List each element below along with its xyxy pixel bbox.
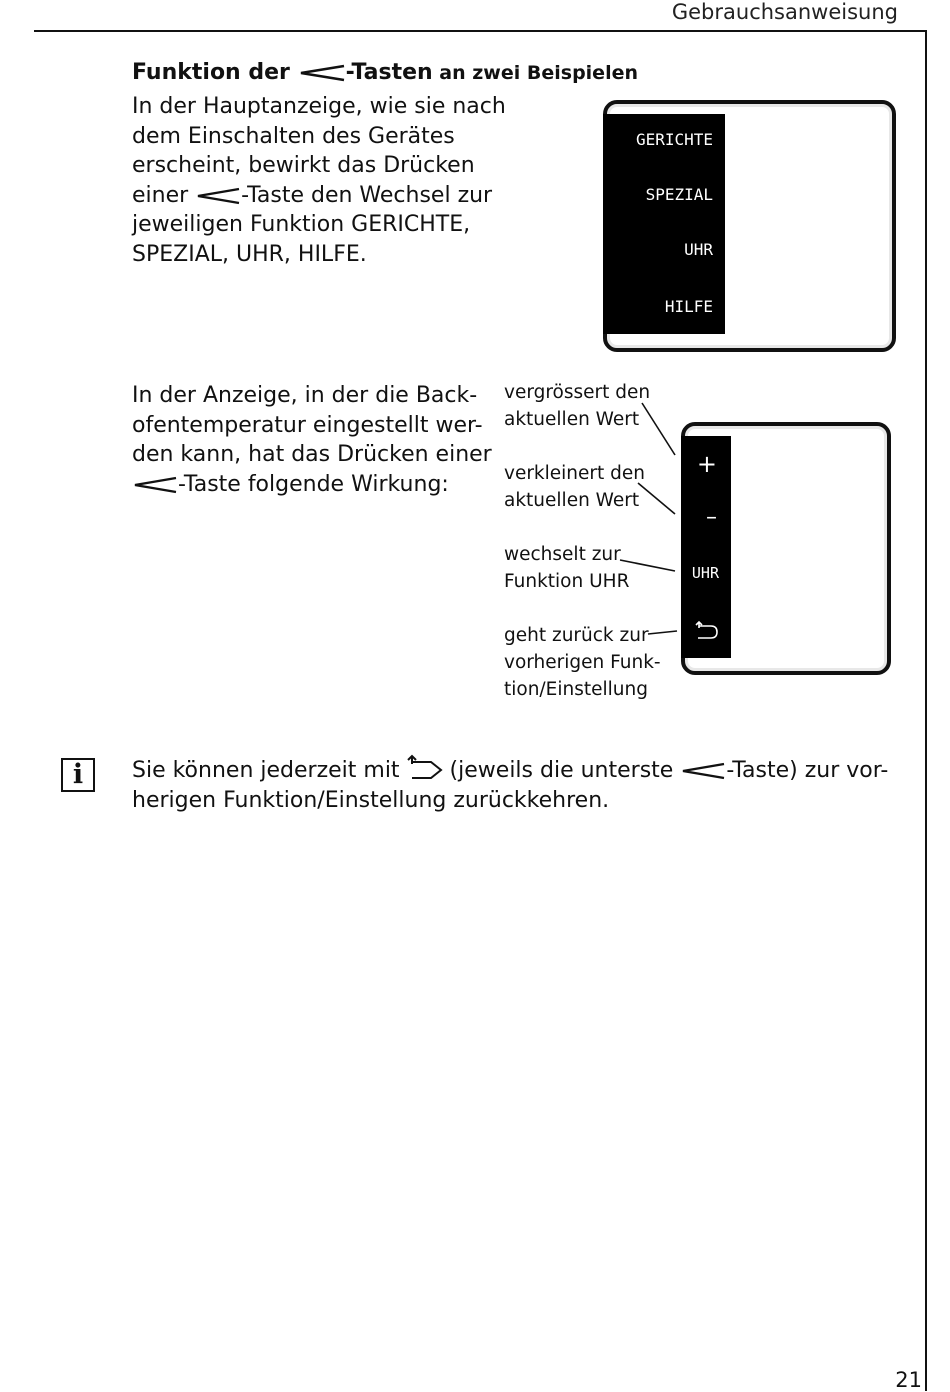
- display-item-uhr: UHR: [684, 240, 713, 259]
- heading-suffix: -Tasten: [345, 60, 433, 85]
- callout-line: vergrössert den: [504, 382, 651, 403]
- callout-line: Funktion UHR: [504, 571, 630, 592]
- temperature-display-panel: [681, 422, 891, 675]
- display-item-gerichte: GERICHTE: [635, 130, 713, 149]
- leader-line-increase: [642, 403, 675, 455]
- text-line: In der Anzeige, in der die Back-: [132, 383, 478, 408]
- back-arrow-icon: [407, 758, 443, 783]
- info-icon: i: [61, 758, 95, 792]
- callout-line: wechselt zur: [504, 544, 621, 565]
- key-button-1-icon[interactable]: [809, 448, 861, 474]
- page-header-title: Gebrauchsanweisung: [671, 0, 898, 24]
- minus-symbol: –: [706, 505, 717, 530]
- text-fragment: einer: [132, 182, 196, 208]
- key-button-4-icon[interactable]: [809, 620, 861, 646]
- key-button-2-icon[interactable]: [809, 505, 861, 531]
- info-line-2: herigen Funktion/Einstellung zurückkehren.: [132, 787, 610, 813]
- callout-line: aktuellen Wert: [504, 490, 640, 511]
- display-screen: [681, 436, 731, 658]
- key-button-3-icon[interactable]: [809, 563, 861, 589]
- text-line: In der Hauptanzeige, wie sie nach: [132, 94, 506, 119]
- leader-line-back: [648, 631, 677, 634]
- text-line: den kann, hat das Drücken einer: [132, 442, 492, 467]
- page-number: 21: [895, 1368, 922, 1392]
- text-line: erscheint, bewirkt das Drücken: [132, 153, 475, 178]
- text-line: dem Einschalten des Gerätes: [132, 123, 455, 149]
- callout-line: geht zurück zur: [504, 625, 649, 646]
- callout-line: aktuellen Wert: [504, 409, 640, 430]
- heading-prefix: Funktion der: [132, 60, 298, 85]
- info-line-1: [132, 753, 902, 786]
- text-line: ofentemperatur eingestellt wer-: [132, 412, 483, 438]
- text-fragment: Sie können jederzeit mit: [132, 758, 407, 783]
- callout-line: vorherigen Funk-: [504, 652, 661, 673]
- plus-symbol: +: [696, 450, 717, 478]
- text-line: SPEZIAL, UHR, HILFE.: [132, 241, 367, 267]
- leader-line-clock: [620, 560, 675, 571]
- key-symbol-icon: [680, 758, 726, 783]
- text-line: jeweiligen Funktion GERICHTE,: [132, 212, 471, 237]
- heading-subtitle: an zwei Beispielen: [432, 62, 638, 84]
- text-fragment: -Taste folgende Wirkung:: [178, 471, 449, 497]
- text-fragment: -Taste) zur vor-: [726, 758, 889, 783]
- display-item-hilfe: HILFE: [664, 297, 713, 316]
- text-fragment: -Taste den Wechsel zur: [241, 182, 493, 208]
- info-note-text: [132, 753, 902, 815]
- back-arrow-icon: [695, 618, 719, 642]
- display-item-uhr: UHR: [691, 564, 719, 582]
- text-fragment: (jeweils die unterste: [442, 758, 681, 783]
- leader-line-decrease: [638, 483, 675, 514]
- callout-line: verkleinert den: [504, 463, 646, 484]
- display-item-spezial: SPEZIAL: [645, 185, 713, 204]
- callout-line: tion/Einstellung: [504, 679, 648, 700]
